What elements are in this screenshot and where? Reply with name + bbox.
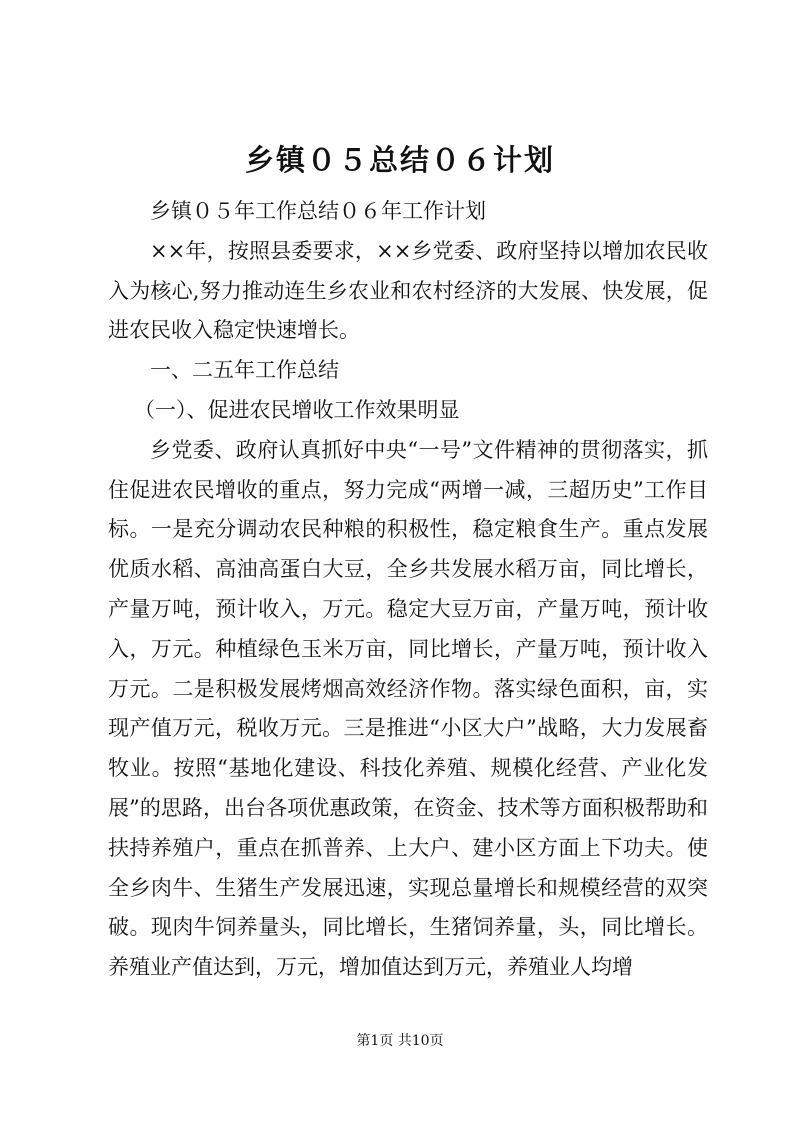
subtitle-paragraph: 乡镇０５年工作总结０６年工作计划: [150, 199, 486, 223]
subsection-heading: （一）、促进农民增收工作效果明显: [134, 397, 460, 422]
document-title: 乡镇０５总结０６计划: [244, 143, 555, 177]
body-paragraph: 乡党委、政府认真抓好中央“一号”文件精神的贯彻落实，抓住促进农民增收的重点，努力完成“两增一减，三超历史”工作目标。一是充分调动农民种粮的积极性，稳定粮食生产。重点发展优质水稻、高油高蛋白大豆，全乡共发展水稻万亩，同比增长，产量万吨，预计收入，万元。稳定大豆万亩，产量万吨，预计收入，万元。种植绿色玉米万亩，同比增长，产量万吨，预计收入万元。二是积极发展烤烟高效经济作物。落实绿色面积，亩，实现产值万元，税收万元。三是推进“小区大户”战略，大力发展畜牧业。按照“基地化建设、科技化养殖、规模化经营、产业化发展”的思路，出台各项优惠政策，在资金、技术等方面积极帮助和扶持养殖户，重点在抓普养、上大户、建小区方面上下功夫。使全乡肉牛、生猪生产发展迅速，实现总量增长和规模经营的双突破。现肉牛饲养量头，同比增长，生猪饲养量，头，同比增长。养殖业产值达到，万元，增加值达到万元，养殖业人均增: [108, 437, 708, 980]
page-footer: 第1页 共10页: [356, 1033, 444, 1049]
intro-paragraph: ××年，按照县委要求，××乡党委、政府坚持以增加农民收入为核心,努力推动连生乡农业和农村经济的大发展、快发展，促进农民收入稳定快速增长。: [108, 238, 708, 343]
section-heading: 一、二五年工作总结: [150, 358, 339, 383]
document-body: [108, 192, 708, 988]
